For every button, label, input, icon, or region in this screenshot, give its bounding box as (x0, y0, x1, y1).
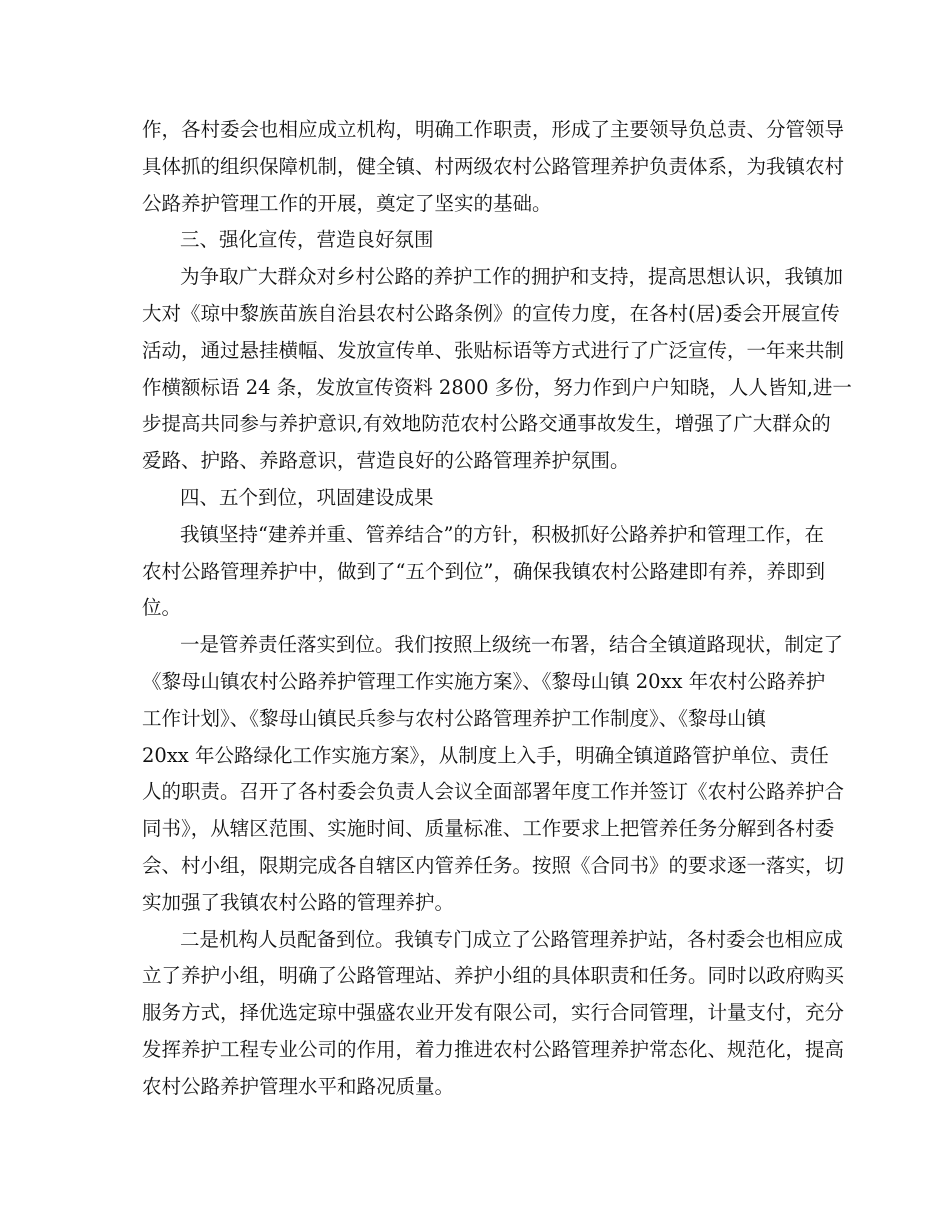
text-line: 具体抓的组织保障机制，健全镇、村两级农村公路管理养护负责体系，为我镇农村 (142, 154, 845, 178)
text-line: 工作计划》、《黎母山镇民兵参与农村公路管理养护工作制度》、《黎母山镇 (142, 706, 767, 730)
text-line: 人的职责。召开了各村委会负责人会议全面部署年度工作并签订《农村公路养护合 (142, 780, 845, 804)
text-line: 同书》，从辖区范围、实施时间、质量标准、工作要求上把管养任务分解到各村委 (142, 817, 835, 841)
text-line: 会、村小组，限期完成各自辖区内管养任务。按照《合同书》的要求逐一落实，切 (142, 853, 845, 877)
text-line: 位。 (142, 596, 182, 620)
text-line: 农村公路管理养护中，做到了“五个到位”，确保我镇农村公路建即有养，养即到 (142, 559, 825, 583)
text-line: 步提高共同参与养护意识,有效地防范农村公路交通事故发生，增强了广大群众的 (142, 412, 831, 436)
text-line: 大对《琼中黎族苗族自治县农村公路条例》的宣传力度，在各村(居)委会开展宣传 (142, 301, 840, 325)
text-line: 公路养护管理工作的开展，奠定了坚实的基础。 (142, 191, 552, 215)
text-line: 一是管养责任落实到位。我们按照上级统一布署，结合全镇道路现状，制定了 (180, 633, 844, 657)
text-line: 农村公路养护管理水平和路况质量。 (142, 1074, 455, 1098)
text-line: 发挥养护工程专业公司的作用，着力推进农村公路管理养护常态化、规范化，提高 (142, 1037, 845, 1061)
text-line: 活动，通过悬挂横幅、发放宣传单、张贴标语等方式进行了广泛宣传，一年来共制 (142, 338, 845, 362)
text-line: 爱路、护路、养路意识，营造良好的公路管理养护氛围。 (142, 449, 630, 473)
text-line: 三、强化宣传，营造良好氛围 (180, 228, 434, 252)
text-line: 四、五个到位，巩固建设成果 (180, 485, 434, 509)
text-line: 作，各村委会也相应成立机构，明确工作职责，形成了主要领导负总责、分管领导 (142, 118, 845, 141)
text-line: 为争取广大群众对乡村公路的养护工作的拥护和支持，提高思想认识，我镇加 (180, 265, 844, 289)
text-line: 《黎母山镇农村公路养护管理工作实施方案》、《黎母山镇 20xx 年农村公路养护 (142, 669, 826, 693)
text-line: 20xx 年公路绿化工作实施方案》，从制度上入手，明确全镇道路管护单位、责任 (142, 743, 829, 767)
document-body (142, 112, 852, 1106)
text-line: 我镇坚持“建养并重、管养结合”的方针，积极抓好公路养护和管理工作，在 (180, 522, 824, 546)
text-line: 实加强了我镇农村公路的管理养护。 (142, 890, 455, 914)
text-line: 立了养护小组，明确了公路管理站、养护小组的具体职责和任务。同时以政府购买 (142, 964, 845, 988)
text-line: 服务方式，择优选定琼中强盛农业开发有限公司，实行合同管理，计量支付，充分 (142, 1001, 845, 1025)
text-line: 二是机构人员配备到位。我镇专门成立了公路管理养护站，各村委会也相应成 (180, 927, 844, 951)
text-line: 作横额标语 24 条，发放宣传资料 2800 多份，努力作到户户知晓，人人皆知,进一 (142, 375, 852, 399)
